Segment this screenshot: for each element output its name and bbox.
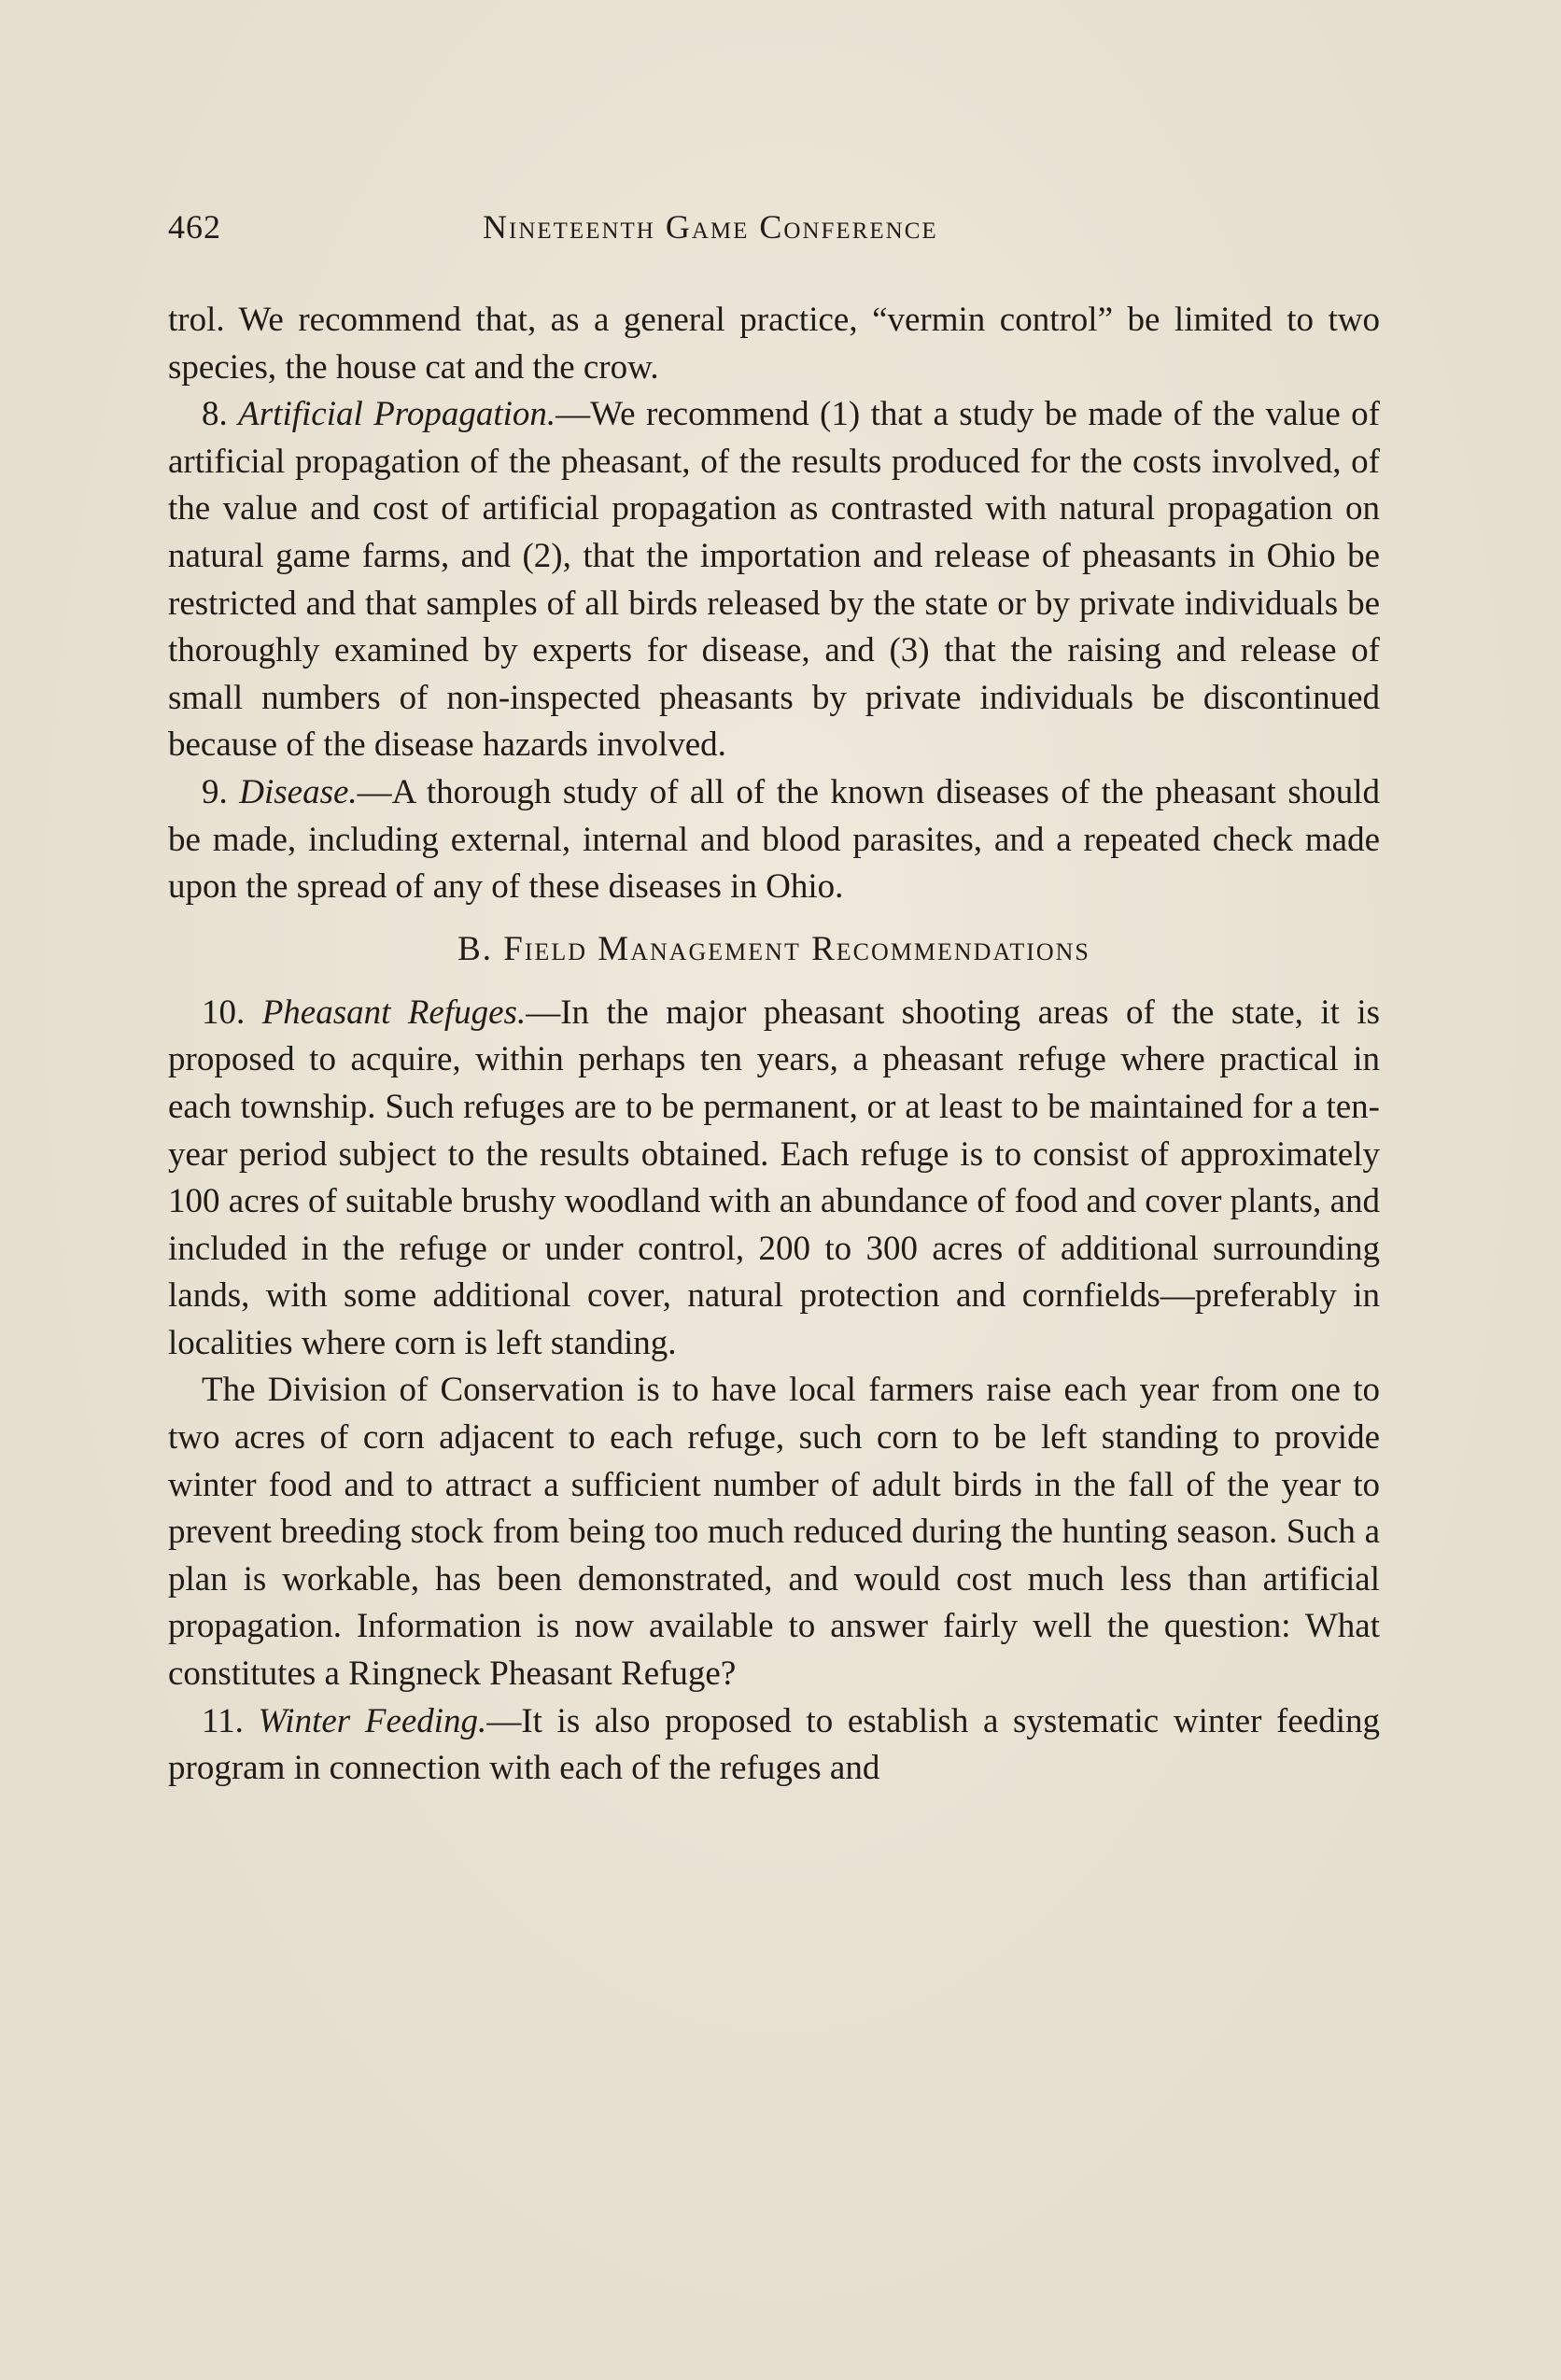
running-head	[168, 207, 1380, 254]
paragraph-text: —We recommend (1) that a study be made of the value of artificial propagation of the pheasant, of the results produced for the costs involved, of the value and cost of artificial propagation as contrasted with natural propagation on natural game farms, and (2), that the importation and release of pheasants in Ohio be restricted and that samples of all birds released by the state or by private individuals be thoroughly examined by experts for disease, and (3) that the raising and release of small numbers of non-inspected pheasants by private individuals be discontinued because of the disease hazards involved.	[168, 395, 1380, 765]
paragraph-text: —It is also proposed to establish a systematic winter feeding program in connection with each of the refuges and	[168, 1701, 1380, 1788]
paragraph-artificial-propagation	[168, 391, 1380, 769]
section-heading: B. Field Management Recommendations	[457, 929, 1090, 968]
paragraph-text: The Division of Conservation is to have local farmers raise each year from one to two acres of corn adjacent to each refuge, such corn to be left standing to provide winter food and to attract a sufficient number of adult birds in the fall of the year to prevent breeding stock from being too much reduced during the hunting season. Such a plan is workable, has been demonstrated, and would cost much less than artificial propagation. Information is now available to answer fairly well the question: What constitutes a Ringneck Pheasant Refuge?	[168, 1371, 1380, 1694]
paragraph-number: 11.	[202, 1701, 259, 1740]
paragraph-division-of-conservation	[168, 1367, 1380, 1697]
paragraph-title: Pheasant Refuges.	[261, 993, 527, 1032]
running-title: Nineteenth Game Conference	[483, 208, 938, 246]
paragraph-number: 10.	[202, 993, 262, 1032]
paragraph-number: 9.	[202, 772, 240, 811]
paragraph-number: 8.	[202, 395, 239, 434]
paragraph-winter-feeding	[168, 1698, 1380, 1793]
paragraph-title: Artificial Propagation.	[238, 395, 556, 434]
paragraph-text: —In the major pheasant shooting areas of the state, it is proposed to acquire, within perhaps ten years, a pheasant refuge where practical in each township. Such refuges are to be permanent, or at least to be maintained for a ten-year period subject to the results obtained. Each refuge is to consist of approximately 100 acres of suitable brushy woodland with an abundance of food and cover plants, and included in the refuge or under control, 200 to 300 acres of additional surrounding lands, with some additional cover, natural protection and cornfields—preferably in localities where corn is left standing.	[168, 993, 1381, 1362]
paragraph-title: Winter Feeding.	[258, 1701, 487, 1740]
paragraph-disease	[168, 769, 1380, 911]
paragraph-pheasant-refuges	[168, 990, 1380, 1368]
paragraph-title: Disease.	[239, 772, 358, 811]
paragraph-vermin-control	[168, 297, 1380, 391]
paragraph-text: trol. We recommend that, as a general practice, “vermin control” be limited to two species, the house cat and the crow.	[168, 301, 1380, 387]
page-number: 462	[168, 208, 221, 246]
paragraph-text: —A thorough study of all of the known diseases of the pheasant should be made, including external, internal and blood parasites, and a repeated check made upon the spread of any of these diseases in Ohio.	[168, 772, 1380, 907]
body-text	[168, 297, 1380, 1793]
